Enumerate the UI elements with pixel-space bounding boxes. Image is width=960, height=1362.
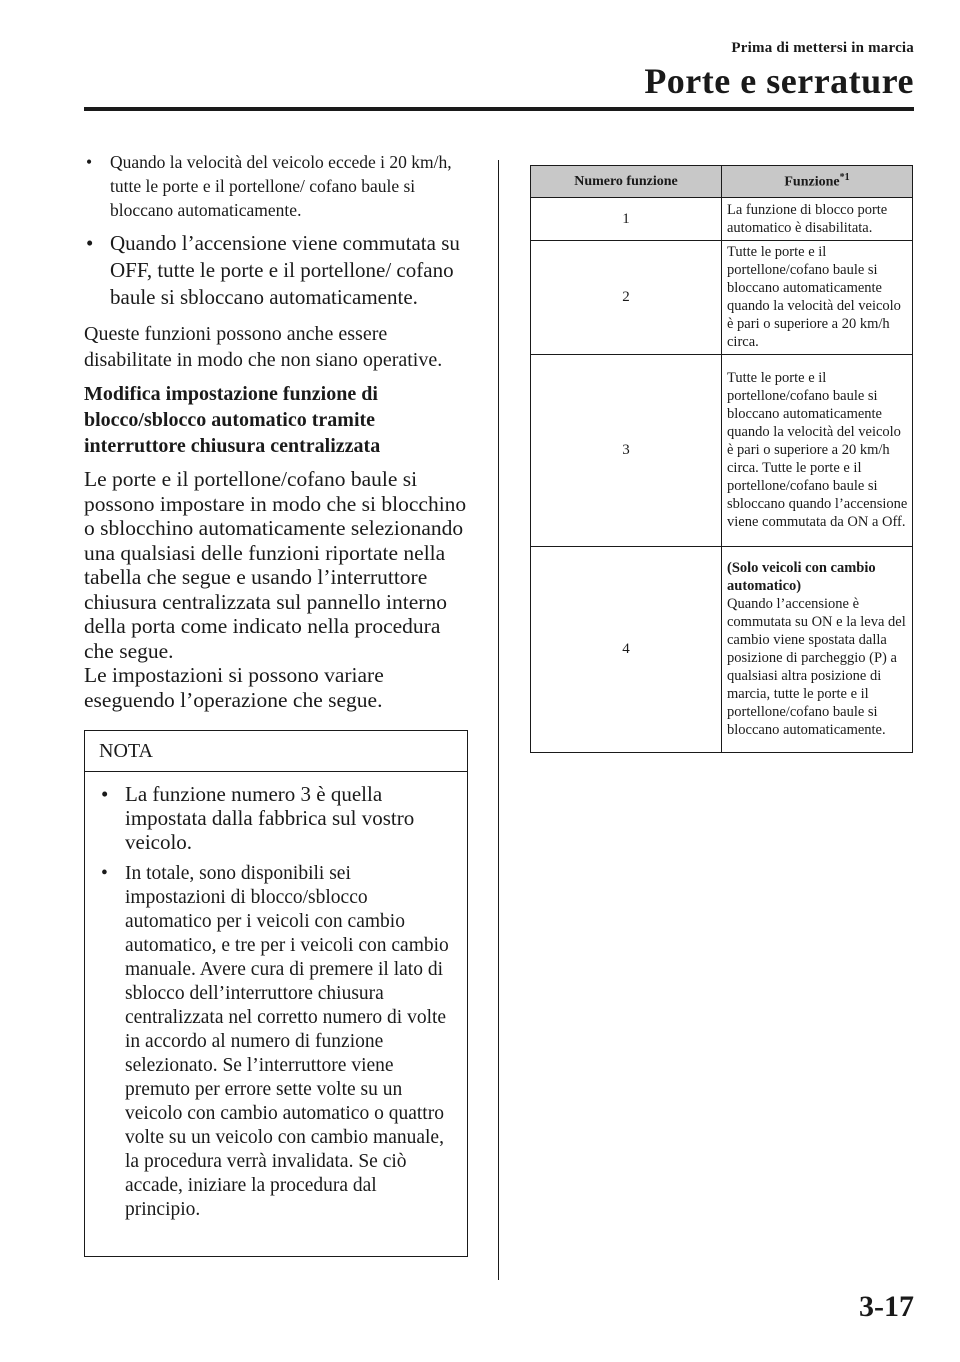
function-description: Tutte le porte e il portellone/cofano baule si bloccano automaticamente quando la velocità del veicolo è pari o superiore a 20 km/h circa. Tutte le porte e il portellone/cofano baule si sbloccano quando l’accensione viene commutata da ON a Off. <box>722 355 913 547</box>
table-row <box>531 198 913 241</box>
header-rule <box>84 107 914 111</box>
table-row <box>531 547 913 753</box>
table-header-row <box>531 166 913 198</box>
section-label: Prima di mettersi in marcia <box>731 40 914 56</box>
footnote-marker: *1 <box>839 172 850 184</box>
table-row <box>531 241 913 355</box>
note-bullet <box>99 782 455 854</box>
function-table <box>530 165 913 753</box>
function-number: 3 <box>531 355 722 547</box>
function-number: 1 <box>531 198 722 241</box>
bullet-item <box>84 230 474 311</box>
paragraph: Queste funzioni possono anche essere disabilitate in modo che non siano operative. <box>84 323 443 371</box>
left-column <box>84 150 474 712</box>
column-header-label: Funzione <box>784 174 840 190</box>
column-header-number <box>531 166 722 198</box>
note-box <box>84 730 468 1257</box>
note-text: In totale, sono disponibili sei impostazioni di blocco/sblocco automatico per i veicoli con cambio automatico, e tre per i veicoli con cambio manuale. Avere cura di premere il lato di sblocco dell’interruttore chiusura centralizzata nel corretto numero di volte in accordo al numero di funzione selezionato. Se l’interruttore viene premuto per errore sette volte su un veicolo con cambio automatico o quattro volte su un veicolo con cambio manuale, la procedura verrà invalidata. Se ciò accade, iniziare la procedura dal principio. <box>125 863 449 1220</box>
table-row <box>531 355 913 547</box>
function-qualifier: (Solo veicoli con cambio automatico) <box>727 560 876 594</box>
bullet-icon: • <box>86 152 93 172</box>
column-header-function <box>722 166 913 198</box>
bullet-text: Quando l’accensione viene commutata su OFF, tutte le porte e il portellone/ cofano baule si sbloccano automaticamente. <box>110 231 460 309</box>
function-description: La funzione di blocco porte automatico è disabilitata. <box>722 198 913 241</box>
subheading: Modifica impostazione funzione di blocco/sblocco automatico tramite interruttore chiusura centralizzata <box>84 383 381 457</box>
column-divider <box>498 160 499 1280</box>
function-number: 2 <box>531 241 722 355</box>
paragraph: Le porte e il portellone/cofano baule si possono impostare in modo che si blocchino o sblocchino automaticamente selezionando una qualsiasi delle funzioni riportate nella tabella che segue e usando l’interruttore chiusura centralizzata sul pannello interno della porta come indicato nella procedura che segue. <box>84 467 467 663</box>
function-number: 4 <box>531 547 722 753</box>
note-heading: NOTA <box>85 731 467 772</box>
column-header-label: Numero funzione <box>574 173 678 189</box>
bullet-icon: • <box>86 231 94 255</box>
function-description: Tutte le porte e il portellone/cofano baule si bloccano automaticamente quando la velocità del veicolo è pari o superiore a 20 km/h circa. <box>722 241 913 355</box>
bullet-text: Quando la velocità del veicolo eccede i 20 km/h, tutte le porte e il portellone/ cofano baule si bloccano automaticamente. <box>110 152 452 220</box>
bullet-item <box>84 150 474 222</box>
bullet-icon: • <box>101 782 109 806</box>
function-description <box>722 547 913 753</box>
paragraph: Le impostazioni si possono variare eseguendo l’operazione che segue. <box>84 663 384 712</box>
page-title: Porte e serrature <box>644 61 914 101</box>
note-body <box>85 772 467 1222</box>
note-text: La funzione numero 3 è quella impostata dalla fabbrica sul vostro veicolo. <box>125 782 415 854</box>
note-bullet <box>99 862 455 1222</box>
page-number: 3-17 <box>859 1290 914 1323</box>
function-text: Quando l’accensione è commutata su ON e la leva del cambio viene spostata dalla posizione di parcheggio (P) a qualsiasi altra posizione di marcia, tutte le porte e il portellone/cofano baule si bloccano automaticamente. <box>727 596 906 738</box>
bullet-icon: • <box>101 863 108 884</box>
